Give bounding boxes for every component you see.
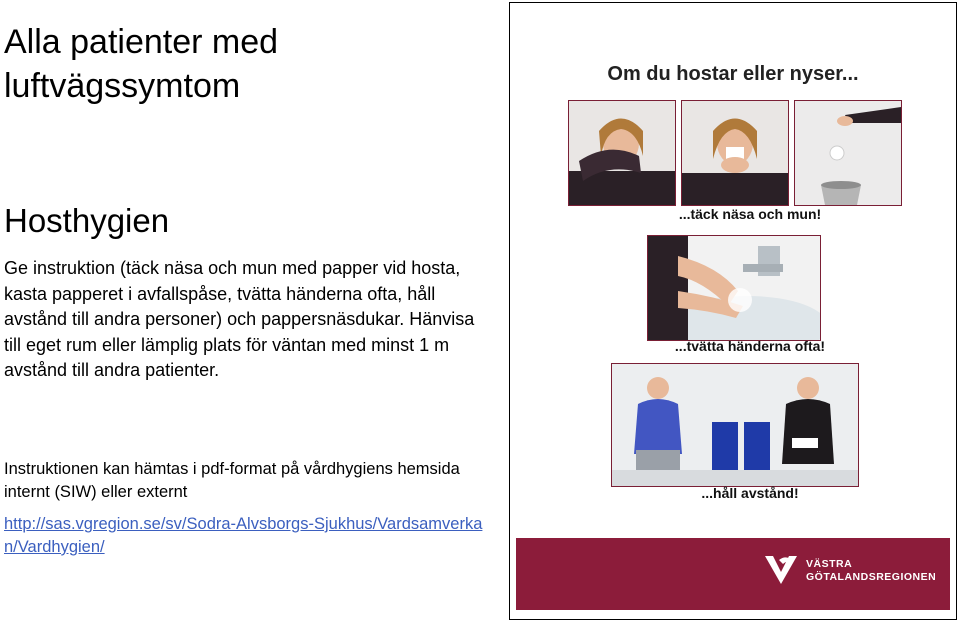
- vardhygien-link[interactable]: http://sas.vgregion.se/sv/Sodra-Alvsborgs-Sjukhus/Vardsamverkan/Vardhygien/: [4, 515, 483, 556]
- logo-line-2: GÖTALANDSREGIONEN: [806, 571, 937, 583]
- hygiene-poster: [509, 2, 957, 620]
- vgr-swan-logo-icon: [761, 550, 801, 590]
- caption-distance: ...håll avstånd!: [701, 485, 799, 501]
- photo-cough-elbow: [568, 100, 676, 206]
- photo-hand-washing: [647, 235, 821, 341]
- caption-wash: ...tvätta händerna ofta!: [674, 338, 826, 354]
- vgr-logo-text: [806, 558, 936, 584]
- photo-keep-distance: [611, 363, 859, 487]
- slide-title: Alla patienter med luftvägssymtom: [4, 23, 279, 105]
- poster-heading: Om du hostar eller nyser...: [607, 63, 859, 85]
- photo-cover-nose: [681, 100, 789, 206]
- logo-line-1: VÄSTRA: [806, 558, 853, 570]
- photo-bin: [794, 100, 902, 206]
- poster-footer-bar: [516, 538, 950, 610]
- instruction-text: Ge instruktion (täck näsa och mun med papper vid hosta, kasta papperet i avfallspåse, tvätta händerna ofta, håll avstånd till andra personer) och pappersnäsdukar. Hänvisa till eget rum eller lämplig plats för väntan med minst 1 m avstånd till andra patienter.: [4, 258, 475, 380]
- slide-subtitle: Hosthygien: [4, 202, 170, 239]
- download-note: Instruktionen kan hämtas i pdf-format på vårdhygiens hemsida internt (SIW) eller externt: [4, 460, 460, 501]
- caption-cover: ...täck näsa och mun!: [678, 206, 822, 222]
